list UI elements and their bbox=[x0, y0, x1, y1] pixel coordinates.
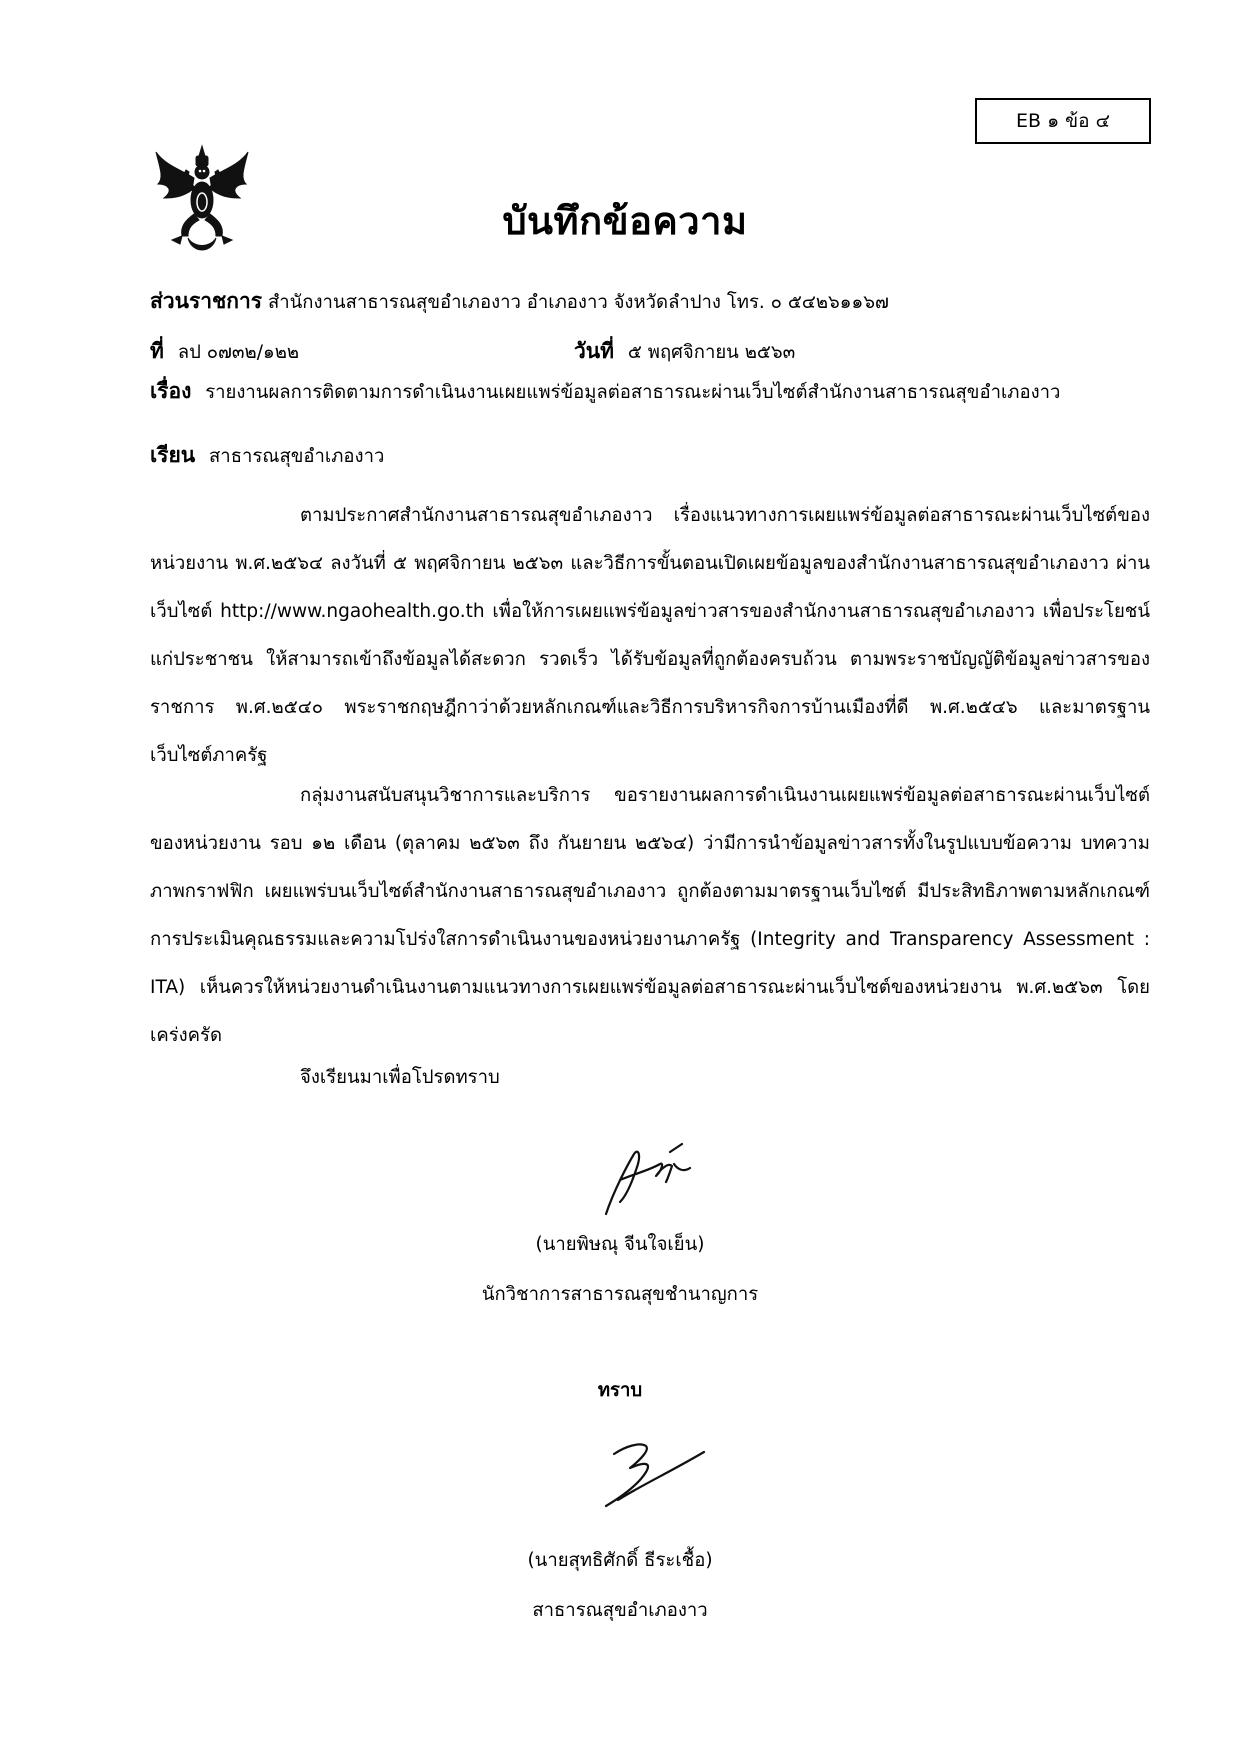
recipient-value: สาธารณสุขอำเภองาว bbox=[209, 446, 385, 467]
body-paragraph-2 bbox=[150, 772, 1150, 1060]
reference-box: EB ๑ ข้อ ๔ bbox=[975, 98, 1151, 144]
document-number-value: ลป ๐๗๓๒/๑๒๒ bbox=[177, 342, 300, 363]
agency-value: สำนักงานสาธารณสุขอำเภองาว อำเภองาว จังหวัดลำปาง โทร. ๐ ๕๔๒๖๑๑๖๗ bbox=[267, 292, 889, 313]
subject-label: เรื่อง bbox=[150, 379, 192, 403]
garuda-emblem-icon bbox=[152, 144, 252, 256]
date-label: วันที่ bbox=[574, 339, 614, 363]
subject-value: รายงานผลการติดตามการดำเนินงานเผยแพร่ข้อมูลต่อสาธารณะผ่านเว็บไซต์สำนักงานสาธารณสุขอำเภองาว bbox=[205, 382, 1061, 403]
closing-line: จึงเรียนมาเพื่อโปรดทราบ bbox=[300, 1067, 500, 1088]
acknowledged-label: ทราบ bbox=[597, 1380, 643, 1401]
signature-1 bbox=[598, 1140, 698, 1220]
body-paragraph-2-text: กลุ่มงานสนับสนุนวิชาการและบริการ ขอรายงานผลการดำเนินงานเผยแพร่ข้อมูลต่อสาธารณะผ่านเว็บไซต์ของหน่วยงาน รอบ ๑๒ เดือน (ตุลาคม ๒๕๖๓ ถึง กันยายน ๒๕๖๔) ว่ามีการนำข้อมูลข่าวสารทั้งในรูปแบบข้อความ บทความ ภาพกราฟฟิก เผยแพร่บนเว็บไซต์สำนักงานสาธารณสุขอำเภองาว ถูกต้องตามมาตรฐานเว็บไซต์ มีประสิทธิภาพตามหลักเกณฑ์การประเมินคุณธรรมและความโปร่งใสการดำเนินงานของหน่วยงานภาครัฐ (Integrity and Transparency Assessment : ITA) เห็นควรให้หน่วยงานดำเนินงานตามแนวทางการเผยแพร่ข้อมูลต่อสาธารณะผ่านเว็บไซต์ของหน่วยงาน พ.ศ.๒๕๖๓ โดยเคร่งครัด bbox=[150, 785, 1150, 1046]
recipient-line bbox=[150, 442, 384, 470]
signer-2-name: (นายสุทธิศักดิ์ ธีระเชื้อ) bbox=[527, 1550, 713, 1571]
signature-2 bbox=[600, 1432, 710, 1512]
subject-line bbox=[150, 378, 1060, 406]
page-title: บันทึกข้อความ bbox=[502, 199, 748, 243]
signer-2-position: สาธารณสุขอำเภองาว bbox=[532, 1600, 708, 1621]
date-value: ๕ พฤศจิกายน ๒๕๖๓ bbox=[627, 342, 796, 363]
date-line bbox=[574, 338, 795, 366]
signer-1-name: (นายพิษณุ จีนใจเย็น) bbox=[535, 1234, 705, 1255]
body-paragraph-1 bbox=[150, 492, 1150, 780]
body-paragraph-1-text: ตามประกาศสำนักงานสาธารณสุขอำเภองาว เรื่องแนวทางการเผยแพร่ข้อมูลต่อสาธารณะผ่านเว็บไซต์ของหน่วยงาน พ.ศ.๒๕๖๔ ลงวันที่ ๕ พฤศจิกายน ๒๕๖๓ และวิธีการขั้นตอนเปิดเผยข้อมูลของสำนักงานสาธารณสุขอำเภองาว ผ่านเว็บไซต์ http://www.ngaohealth.go.th เพื่อให้การเผยแพร่ข้อมูลข่าวสารของสำนักงานสาธารณสุขอำเภองาว เพื่อประโยชน์แก่ประชาชน ให้สามารถเข้าถึงข้อมูลได้สะดวก รวดเร็ว ได้รับข้อมูลที่ถูกต้องครบถ้วน ตามพระราชบัญญัติข้อมูลข่าวสารของราชการ พ.ศ.๒๕๔๐ พระราชกฤษฎีกาว่าด้วยหลักเกณฑ์และวิธีการบริหารกิจการบ้านเมืองที่ดี พ.ศ.๒๕๔๖ และมาตรฐานเว็บไซต์ภาครัฐ bbox=[150, 505, 1150, 766]
document-number-line bbox=[150, 338, 299, 366]
agency-line bbox=[150, 288, 889, 316]
signer-1-position: นักวิชาการสาธารณสุขชำนาญการ bbox=[481, 1284, 759, 1305]
document-number-label: ที่ bbox=[150, 339, 164, 363]
agency-label: ส่วนราชการ bbox=[150, 289, 263, 313]
recipient-label: เรียน bbox=[150, 443, 196, 467]
